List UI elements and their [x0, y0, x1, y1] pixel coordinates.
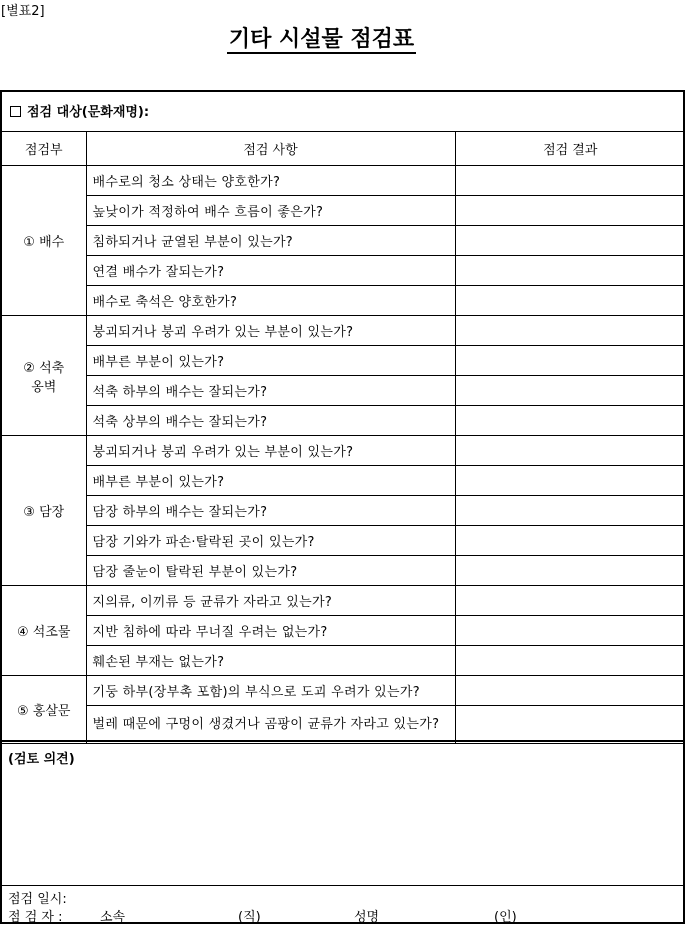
table-row: [2, 256, 685, 286]
result-input-cell[interactable]: [455, 466, 685, 496]
affiliation-label: 소속: [100, 910, 126, 925]
review-opinion-area[interactable]: [2, 740, 683, 886]
table-row: [2, 556, 685, 586]
table-row: [2, 196, 685, 226]
table-row: [2, 646, 685, 676]
check-item-cell: 기둥 하부(장부촉 포함)의 부식으로 도괴 우려가 있는가?: [86, 676, 455, 706]
result-input-cell[interactable]: [455, 496, 685, 526]
check-item-cell: 담장 기와가 파손·탈락된 곳이 있는가?: [86, 526, 455, 556]
table-row: [2, 346, 685, 376]
check-item-cell: 배부른 부분이 있는가?: [86, 466, 455, 496]
result-input-cell[interactable]: [455, 616, 685, 646]
table-row: [2, 616, 685, 646]
check-item-cell: 침하되거나 균열된 부분이 있는가?: [86, 226, 455, 256]
seal-label: (인): [494, 910, 517, 925]
table-row: [2, 376, 685, 406]
inspection-target-row[interactable]: [2, 92, 683, 132]
position-label: (직): [238, 910, 261, 925]
category-cell: ② 석축 옹벽: [2, 316, 86, 436]
table-row: [2, 466, 685, 496]
category-cell: ④ 석조물: [2, 586, 86, 676]
page-title: 기타 시설물 점검표: [228, 27, 415, 52]
table-row: [2, 316, 685, 346]
table-row: [2, 436, 685, 466]
category-cell: ① 배수: [2, 166, 86, 316]
check-item-cell: 담장 하부의 배수는 잘되는가?: [86, 496, 455, 526]
category-cell: ⑤ 홍살문: [2, 676, 86, 744]
inspection-target-label: 점검 대상(문화재명):: [27, 105, 150, 120]
table-row: [2, 166, 685, 196]
check-item-cell: 연결 배수가 잘되는가?: [86, 256, 455, 286]
result-input-cell[interactable]: [455, 676, 685, 706]
check-item-cell: 담장 줄눈이 탈락된 부분이 있는가?: [86, 556, 455, 586]
table-header-row: [2, 132, 685, 166]
check-item-cell: 붕괴되거나 붕괴 우려가 있는 부분이 있는가?: [86, 436, 455, 466]
check-item-cell: 훼손된 부재는 없는가?: [86, 646, 455, 676]
check-item-cell: 지반 침하에 따라 무너질 우려는 없는가?: [86, 616, 455, 646]
name-label: 성명: [354, 910, 380, 925]
table-row: [2, 226, 685, 256]
result-input-cell[interactable]: [455, 316, 685, 346]
inspection-sheet: [0, 90, 685, 924]
table-row: [2, 496, 685, 526]
check-item-cell: 석축 상부의 배수는 잘되는가?: [86, 406, 455, 436]
table-row: [2, 706, 685, 744]
header-check-item: 점검 사항: [86, 132, 455, 166]
inspector-label: 점 검 자 :: [8, 910, 63, 925]
result-input-cell[interactable]: [455, 436, 685, 466]
checklist-table: [2, 132, 685, 744]
result-input-cell[interactable]: [455, 376, 685, 406]
result-input-cell[interactable]: [455, 286, 685, 316]
header-result: 점검 결과: [455, 132, 685, 166]
result-input-cell[interactable]: [455, 226, 685, 256]
result-input-cell[interactable]: [455, 256, 685, 286]
table-row: [2, 676, 685, 706]
signature-block: [2, 886, 683, 926]
check-item-cell: 붕괴되거나 붕괴 우려가 있는 부분이 있는가?: [86, 316, 455, 346]
result-input-cell[interactable]: [455, 526, 685, 556]
check-item-cell: 벌레 때문에 구멍이 생겼거나 곰팡이 균류가 자라고 있는가?: [86, 706, 455, 744]
table-row: [2, 586, 685, 616]
check-item-cell: 높낮이가 적정하여 배수 흐름이 좋은가?: [86, 196, 455, 226]
check-item-cell: 배부른 부분이 있는가?: [86, 346, 455, 376]
result-input-cell[interactable]: [455, 346, 685, 376]
checkbox-icon: [10, 106, 21, 117]
check-item-cell: 배수로 축석은 양호한가?: [86, 286, 455, 316]
header-category: 점검부: [2, 132, 86, 166]
result-input-cell[interactable]: [455, 196, 685, 226]
check-item-cell: 석축 하부의 배수는 잘되는가?: [86, 376, 455, 406]
category-cell: ③ 담장: [2, 436, 86, 586]
result-input-cell[interactable]: [455, 406, 685, 436]
table-row: [2, 526, 685, 556]
result-input-cell[interactable]: [455, 166, 685, 196]
table-row: [2, 286, 685, 316]
result-input-cell[interactable]: [455, 586, 685, 616]
document-tag: [별표2]: [1, 4, 45, 19]
check-item-cell: 지의류, 이끼류 등 균류가 자라고 있는가?: [86, 586, 455, 616]
result-input-cell[interactable]: [455, 556, 685, 586]
table-row: [2, 406, 685, 436]
check-item-cell: 배수로의 청소 상태는 양호한가?: [86, 166, 455, 196]
review-opinion-label: (검토 의견): [8, 752, 75, 767]
inspection-date-label: 점검 일시:: [8, 892, 67, 907]
result-input-cell[interactable]: [455, 706, 685, 744]
result-input-cell[interactable]: [455, 646, 685, 676]
